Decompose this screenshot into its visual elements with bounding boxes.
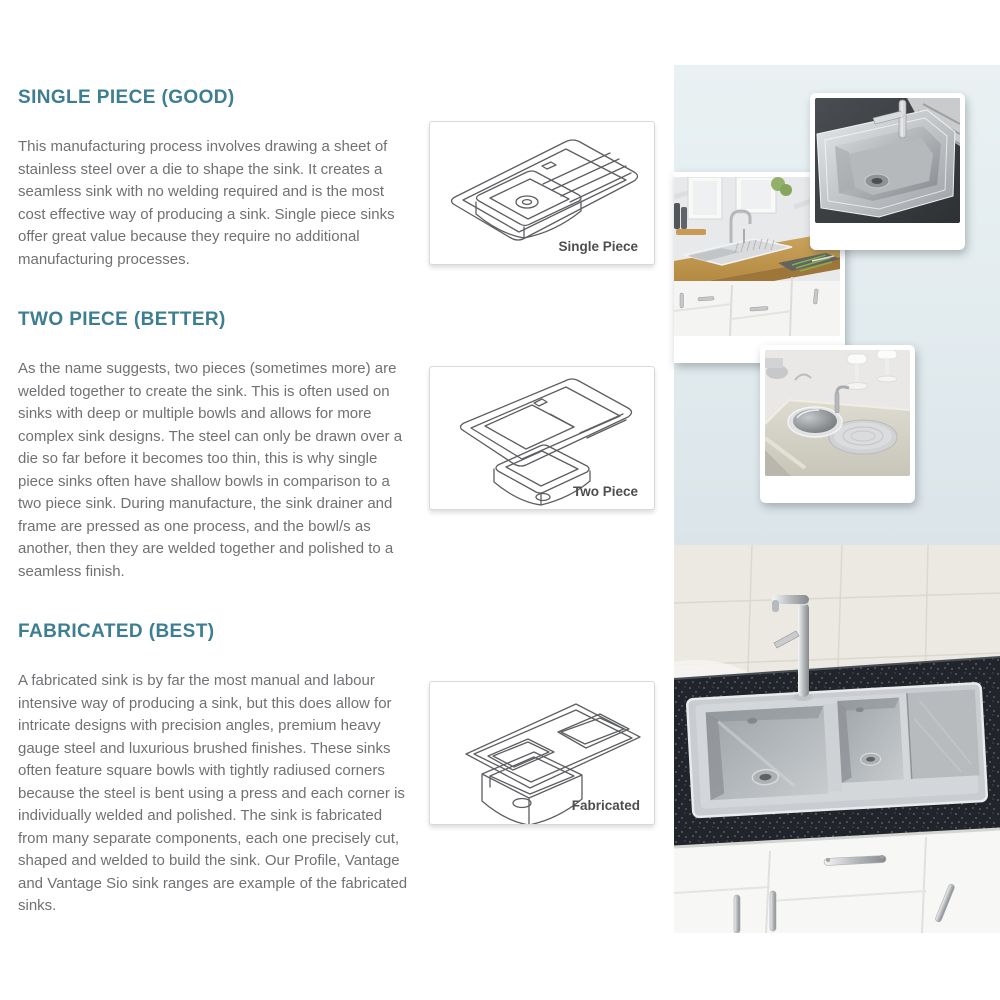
photo-card-sink-closeup <box>810 93 965 250</box>
two-piece-sink-line-art-icon <box>430 367 654 509</box>
section-paragraph-fabricated: A fabricated sink is by far the most manual and labour intensive way of producing a sink, but this does allow for intricate designs with precision angles, premium heavy gauge steel and luxurious brushed finishes. These sinks often feature square bowls with tightly radiused corners because the steel is bent using a press and each corner is individually welded and polished. The sink is fabricated from many separate components, each one precisely cut, shaped and welded to build the sink. Our Profile, Vantage and Vantage Sio sink ranges are example of the fabricated sinks. <box>18 672 408 914</box>
round-bowl-sink-photo <box>765 350 910 476</box>
illustration-caption: Fabricated <box>571 798 640 813</box>
fabricated-sink-line-art-icon <box>430 682 654 824</box>
section-heading-single-piece: SINGLE PIECE (GOOD) <box>18 87 235 108</box>
illustration-caption: Two Piece <box>572 484 638 499</box>
illustration-card-single-piece <box>429 121 655 265</box>
illustration-card-fabricated <box>429 681 655 825</box>
section-heading-two-piece: TWO PIECE (BETTER) <box>18 309 226 330</box>
illustration-caption: Single Piece <box>558 239 638 254</box>
section-paragraph-two-piece: As the name suggests, two pieces (sometimes more) are welded together to create the sink. This is often used on sinks with deep or multiple bowls and allows for more complex sink designs. The steel can only be drawn over a die so far before it becomes too thin, this is why single piece sinks often have shallow bowls in comparison to a two piece sink. During manufacture, the sink drainer and frame are pressed as one process, and the bowl/s as another, then they are welded together and polished to a seamless finish. <box>18 360 403 580</box>
illustration-card-two-piece <box>429 366 655 510</box>
photo-card-round-bowl-sink <box>760 345 915 503</box>
section-heading-fabricated: FABRICATED (BEST) <box>18 621 215 642</box>
section-paragraph-single-piece: This manufacturing process involves drawing a sheet of stainless steel over a die to shape the sink. It creates a seamless sink with no welding required and is the most cost effective way of producing a sink. Single piece sinks offer great value because they require no additional manufacturing processes. <box>18 138 395 268</box>
fabricated-square-sink-photo <box>674 545 1000 933</box>
single-piece-sink-line-art-icon <box>430 122 654 264</box>
photo-fabricated-sink-kitchen <box>674 545 1000 933</box>
sink-bowl-closeup-photo <box>815 98 960 223</box>
